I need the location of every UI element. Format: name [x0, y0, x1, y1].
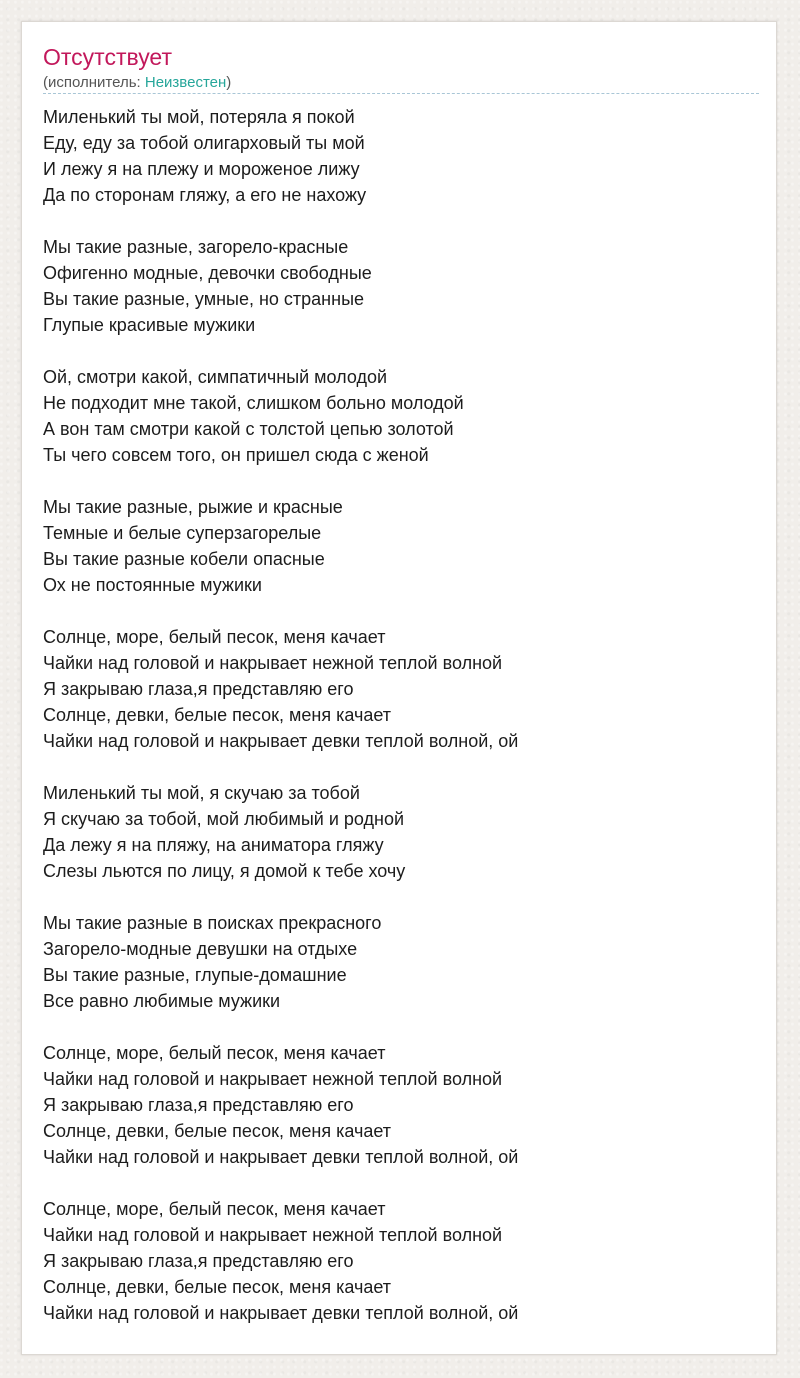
- lyrics-line: Вы такие разные, умные, но странные: [43, 289, 365, 309]
- lyrics-line: Чайки над головой и накрывает девки теплой волной, ой: [43, 1147, 519, 1167]
- lyrics-line: Мы такие разные, загорело-красные: [43, 237, 349, 257]
- artist-prefix: (исполнитель:: [43, 74, 145, 91]
- lyrics-stanza: [43, 910, 759, 1014]
- lyrics-line: Не подходит мне такой, слишком больно молодой: [43, 393, 464, 413]
- lyrics-stanza: [43, 234, 759, 338]
- lyrics-line: Загорело-модные девушки на отдыхе: [43, 939, 358, 959]
- lyrics-line: Чайки над головой и накрывает нежной теплой волной: [43, 1069, 503, 1089]
- lyrics-line: Солнце, девки, белые песок, меня качает: [43, 1121, 392, 1141]
- lyrics-line: Солнце, девки, белые песок, меня качает: [43, 1277, 392, 1297]
- lyrics-line: Чайки над головой и накрывает девки теплой волной, ой: [43, 1303, 519, 1323]
- lyrics-line: Я закрываю глаза,я представляю его: [43, 1095, 354, 1115]
- lyrics-line: Чайки над головой и накрывает девки теплой волной, ой: [43, 731, 519, 751]
- lyrics-line: Миленький ты мой, потеряла я покой: [43, 107, 355, 127]
- lyrics-line: Мы такие разные, рыжие и красные: [43, 497, 343, 517]
- lyrics-line: Я закрываю глаза,я представляю его: [43, 679, 354, 699]
- lyrics-line: Вы такие разные кобели опасные: [43, 549, 325, 569]
- lyrics-line: Солнце, девки, белые песок, меня качает: [43, 705, 392, 725]
- lyrics-line: Мы такие разные в поисках прекрасного: [43, 913, 382, 933]
- lyrics-stanza: [43, 1040, 759, 1170]
- lyrics-line: Все равно любимые мужики: [43, 991, 281, 1011]
- title-divider: [43, 93, 759, 94]
- lyrics-line: Миленький ты мой, я скучаю за тобой: [43, 783, 360, 803]
- lyrics-line: Еду, еду за тобой олигарховый ты мой: [43, 133, 365, 153]
- lyrics-line: Я скучаю за тобой, мой любимый и родной: [43, 809, 405, 829]
- lyrics-line: Солнце, море, белый песок, меня качает: [43, 1043, 386, 1063]
- lyrics-line: И лежу я на плежу и мороженое лижу: [43, 159, 360, 179]
- artist-link[interactable]: Неизвестен: [144, 74, 227, 91]
- lyrics-line: Ты чего совсем того, он пришел сюда с женой: [43, 445, 429, 465]
- lyrics-line: А вон там смотри какой с толстой цепью золотой: [43, 419, 454, 439]
- lyrics-line: Я закрываю глаза,я представляю его: [43, 1251, 354, 1271]
- lyrics-line: Солнце, море, белый песок, меня качает: [43, 1199, 386, 1219]
- lyrics-stanza: [43, 1196, 759, 1326]
- lyrics-stanza: [43, 780, 759, 884]
- lyrics-stanza: [43, 624, 759, 754]
- artist-line: [43, 73, 231, 93]
- lyrics-line: Чайки над головой и накрывает нежной теплой волной: [43, 653, 503, 673]
- lyrics-card: [21, 21, 777, 1355]
- lyrics-line: Темные и белые суперзагорелые: [43, 523, 322, 543]
- lyrics-line: Слезы льются по лицу, я домой к тебе хочу: [43, 861, 406, 881]
- lyrics-line: Офигенно модные, девочки свободные: [43, 263, 372, 283]
- lyrics-line: Ох не постоянные мужики: [43, 575, 262, 595]
- lyrics-text: [43, 104, 759, 1326]
- lyrics-line: Ой, смотри какой, симпатичный молодой: [43, 367, 388, 387]
- lyrics-stanza: [43, 364, 759, 468]
- artist-suffix: ): [226, 74, 232, 91]
- lyrics-line: Вы такие разные, глупые-домашние: [43, 965, 347, 985]
- lyrics-stanza: [43, 494, 759, 598]
- lyrics-line: Глупые красивые мужики: [43, 315, 256, 335]
- lyrics-line: Чайки над головой и накрывает нежной теплой волной: [43, 1225, 503, 1245]
- lyrics-line: Да лежу я на пляжу, на аниматора гляжу: [43, 835, 384, 855]
- lyrics-stanza: [43, 104, 759, 208]
- lyrics-line: Да по сторонам гляжу, а его не нахожу: [43, 185, 367, 205]
- song-title: Отсутствует: [43, 44, 172, 70]
- lyrics-line: Солнце, море, белый песок, меня качает: [43, 627, 386, 647]
